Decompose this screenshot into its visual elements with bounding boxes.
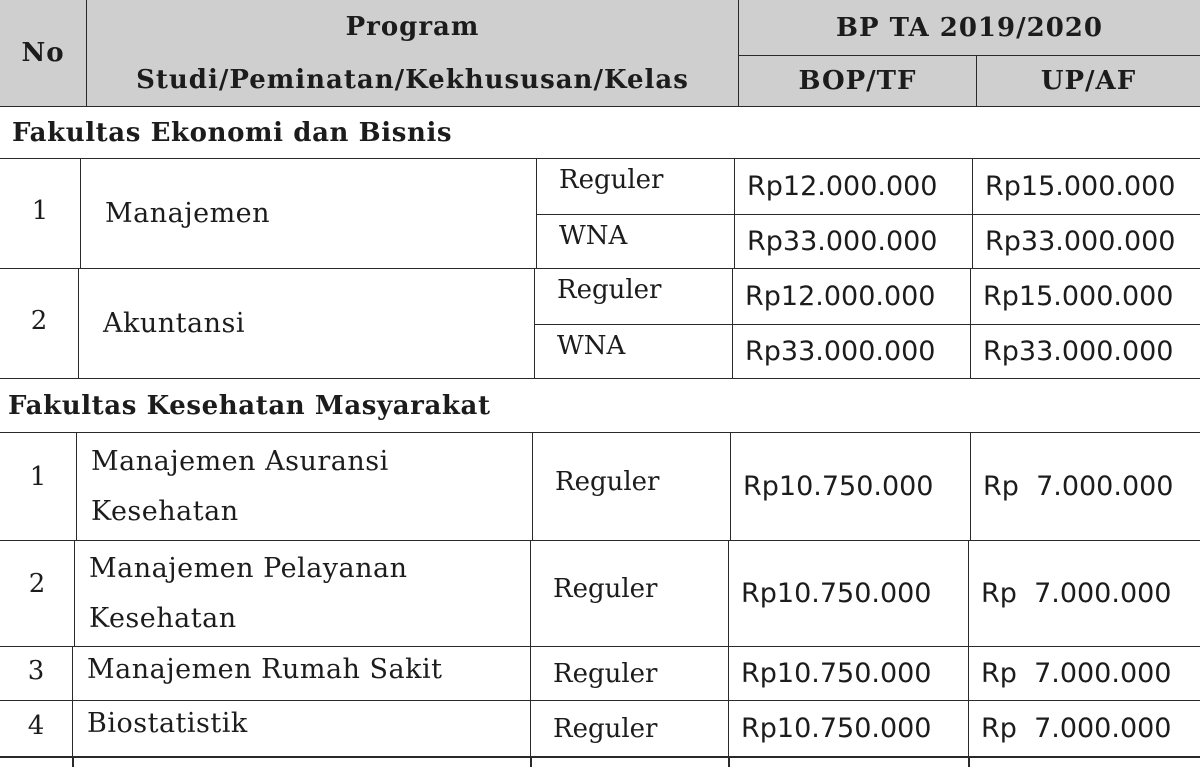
up-value: Rp 7.000.000: [981, 578, 1172, 609]
up-cell: [968, 540, 1200, 646]
column-divider: [968, 756, 970, 767]
bop-value: Rp10.750.000: [741, 578, 932, 609]
program-name-text: Akuntansi: [103, 307, 245, 339]
kelas-text: Reguler: [557, 275, 662, 305]
table-bottom-border: [0, 756, 1200, 758]
kelas-text: WNA: [557, 331, 626, 361]
program-name: [76, 432, 532, 540]
header-up: [976, 55, 1200, 106]
table-row-no: [0, 268, 78, 378]
kelas-text: Reguler: [553, 658, 658, 689]
up-value: Rp33.000.000: [983, 336, 1174, 367]
bop-cell: [730, 432, 970, 540]
kelas-text: Reguler: [555, 466, 660, 497]
table-row-no: [0, 432, 76, 540]
bop-value: Rp12.000.000: [745, 281, 936, 312]
faculty-name: Fakultas Ekonomi dan Bisnis: [12, 117, 453, 148]
header-no: [0, 0, 86, 106]
up-cell: [970, 324, 1200, 378]
kelas-text: WNA: [559, 221, 628, 251]
up-cell: [970, 432, 1200, 540]
up-value: Rp 7.000.000: [981, 658, 1172, 689]
row-number: 3: [27, 655, 45, 686]
kelas-cell: [530, 700, 728, 756]
table-row-no: [0, 158, 80, 268]
up-value: Rp15.000.000: [983, 281, 1174, 312]
up-value: Rp15.000.000: [985, 171, 1176, 202]
table-row-no: [0, 700, 72, 756]
kelas-cell: [536, 214, 734, 268]
header-program-line2: Studi/Peminatan/Kekhususan/Kelas: [136, 64, 689, 95]
program-name-text: Biostatistik: [87, 707, 248, 739]
header-bop-label: BOP/TF: [798, 66, 917, 96]
program-name-text: Manajemen: [105, 197, 271, 229]
program-name: [78, 268, 534, 378]
kelas-cell: [536, 158, 734, 214]
kelas-cell: [530, 540, 728, 646]
kelas-cell: [532, 432, 730, 540]
bop-cell: [732, 324, 970, 378]
faculty-heading: [0, 378, 1200, 432]
up-cell: [968, 700, 1200, 756]
kelas-cell: [534, 324, 732, 378]
program-name: [72, 646, 530, 700]
table-row-no: [0, 540, 74, 646]
up-cell: [972, 158, 1200, 214]
bop-value: Rp10.750.000: [741, 713, 932, 744]
faculty-heading: [0, 106, 1200, 158]
bop-value: Rp12.000.000: [747, 171, 938, 202]
up-value: Rp 7.000.000: [983, 471, 1174, 502]
row-number: 1: [31, 195, 49, 226]
table-row-no: [0, 646, 72, 700]
bop-cell: [734, 214, 972, 268]
up-cell: [968, 646, 1200, 700]
program-name: [74, 540, 530, 646]
header-bop: [738, 55, 976, 106]
program-name-text: Manajemen Rumah Sakit: [87, 653, 443, 685]
up-value: Rp33.000.000: [985, 226, 1176, 257]
kelas-text: Reguler: [553, 573, 658, 604]
program-name-line2: Kesehatan: [91, 495, 239, 527]
row-number: 4: [27, 710, 45, 741]
kelas-cell: [534, 268, 732, 324]
bop-cell: [728, 700, 968, 756]
column-divider: [728, 756, 730, 767]
header-up-label: UP/AF: [1040, 66, 1137, 96]
bop-value: Rp33.000.000: [747, 226, 938, 257]
bop-cell: [728, 540, 968, 646]
faculty-name: Fakultas Kesehatan Masyarakat: [8, 390, 491, 421]
kelas-text: Reguler: [559, 165, 664, 195]
column-divider: [530, 756, 532, 767]
bop-value: Rp10.750.000: [743, 471, 934, 502]
row-number: 2: [30, 305, 48, 336]
bop-cell: [728, 646, 968, 700]
header-no-label: No: [21, 38, 65, 68]
header-bp: [738, 0, 1200, 55]
header-bp-title: BP TA 2019/2020: [836, 12, 1103, 43]
row-number: 2: [28, 568, 46, 599]
kelas-cell: [530, 646, 728, 700]
header-program-line1: Program: [345, 11, 480, 42]
up-value: Rp 7.000.000: [981, 713, 1172, 744]
kelas-text: Reguler: [553, 713, 658, 744]
program-name: [72, 700, 530, 756]
column-divider: [72, 756, 74, 767]
program-name-line1: Manajemen Pelayanan: [89, 552, 408, 584]
program-name-line1: Manajemen Asuransi: [91, 445, 389, 477]
row-number: 1: [29, 461, 47, 492]
bop-cell: [732, 268, 970, 324]
bop-value: Rp10.750.000: [741, 658, 932, 689]
header-program: [86, 0, 738, 106]
bop-cell: [734, 158, 972, 214]
program-name: [80, 158, 536, 268]
bop-value: Rp33.000.000: [745, 336, 936, 367]
program-name-line2: Kesehatan: [89, 602, 237, 634]
up-cell: [970, 268, 1200, 324]
up-cell: [972, 214, 1200, 268]
